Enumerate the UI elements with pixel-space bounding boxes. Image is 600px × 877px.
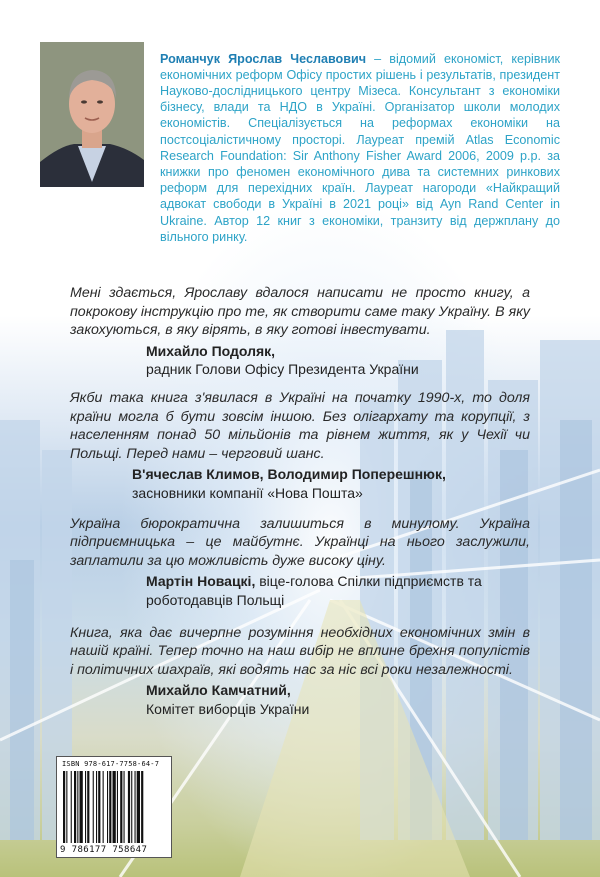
- endorsement-1: [70, 284, 530, 379]
- endorsement-3: [70, 515, 530, 610]
- quote-author-role: Комітет виборців України: [146, 700, 310, 717]
- barcode-bar: [77, 771, 78, 843]
- quote-text: Якби така книга з'явилася в Україні на початку 1990-х, то доля країни могла б бути зовсім іншою. Без олігархату та корупції, з населенням понад 50 мільйонів та рівнем життя, як у Чехії чи Польщі. Перед нами – черговий шанс.: [70, 389, 530, 462]
- barcode-bar: [63, 771, 65, 843]
- barcode-bar: [137, 771, 140, 843]
- quote-attribution: [146, 342, 530, 379]
- barcode-bar: [66, 771, 67, 843]
- barcode-bar: [96, 771, 97, 843]
- author-bio-text: – відомий економіст, керівник економічних реформ Офісу простих рішень і результатів, президент Науково-дослідницького центру Мізеса. Консультант з економіки бізнесу, влади та НДО в Україні. Організатор школи молодих економістів. Спеціалізується на реформах економіки на постсоціалістичному просторі. Лауреат премій Atlas Economic Research Foundation: Sir Anthony Fisher Award 2006, 2009 р.р. за книжки про феномен економічного дива та системних ринкових реформ для перехідних країн. Лауреат нагороди «Найкращий адвокат свободи в Україні в 2021 році» від Ayn Rand Center in Ukraine. Автор 12 книг з економіки, транзиту від держплану до вільного ринку.: [160, 51, 560, 244]
- barcode-bar: [74, 771, 76, 843]
- quote-author-role: радник Голови Офісу Президента України: [146, 361, 419, 378]
- author-photo: [40, 42, 144, 187]
- barcode-bar: [80, 771, 83, 843]
- barcode-bar: [93, 771, 94, 843]
- barcode-bar: [109, 771, 111, 843]
- quote-author: В'ячеслав Климов, Володимир Поперешнюк,: [132, 466, 446, 483]
- quote-author-role: засновники компанії «Нова Пошта»: [132, 484, 363, 501]
- quote-author: Михайло Подоляк,: [146, 342, 276, 359]
- barcode-bar: [113, 771, 116, 843]
- barcode-bar: [128, 771, 130, 843]
- endorsements: [70, 284, 530, 718]
- endorsement-4: [70, 624, 530, 719]
- quote-attribution: [132, 465, 530, 502]
- barcode-bar: [103, 771, 104, 843]
- quote-author: Мартін Новацкі,: [146, 573, 256, 590]
- quote-text: Мені здається, Ярославу вдалося написати не просто книгу, а покрокову інструкцію про те, як створити саме таку Україну. В яку закохуються, в яку вірять, в яку готові інвестувати.: [70, 285, 530, 339]
- quote-attribution: [146, 572, 530, 609]
- barcode-bar: [98, 771, 100, 843]
- barcode-bars: [63, 771, 167, 843]
- barcode-digits: 9 786177 758647: [60, 845, 148, 855]
- barcode-bar: [107, 771, 108, 843]
- author-bio: [160, 51, 560, 245]
- barcode-bar: [117, 771, 118, 843]
- quote-text: Україна бюрократична залишиться в минулому. Україна підприємницька – це майбутнє. Українці на нього заслужили, заплатили за цю можливість дуже високу ціну.: [70, 515, 530, 569]
- barcode-bar: [85, 771, 86, 843]
- barcode-bar: [135, 771, 136, 843]
- endorsement-2: [70, 389, 530, 503]
- barcode-bar: [124, 771, 125, 843]
- quote-attribution: [146, 681, 530, 718]
- isbn-barcode: [56, 756, 172, 858]
- barcode-bar: [87, 771, 89, 843]
- barcode-bar: [120, 771, 122, 843]
- author-name: Романчук Ярослав Чеславович: [160, 51, 367, 66]
- barcode-bar: [141, 771, 143, 843]
- quote-author-role: віце-голова Спілки підприємств та роботодавців Польщі: [146, 573, 482, 608]
- isbn-number: ISBN 978-617-7758-64-7: [62, 760, 160, 768]
- quote-author: Михайло Камчатний,: [146, 682, 291, 699]
- quote-text: Книга, яка дає вичерпне розуміння необхідних економічних змін в нашій країні. Тепер точно на наш вибір не вплине брехня популістів і політичних шахраїв, які водять нас за ніс всі роки незалежності.: [70, 624, 530, 678]
- barcode-bar: [71, 771, 72, 843]
- barcode-bar: [131, 771, 132, 843]
